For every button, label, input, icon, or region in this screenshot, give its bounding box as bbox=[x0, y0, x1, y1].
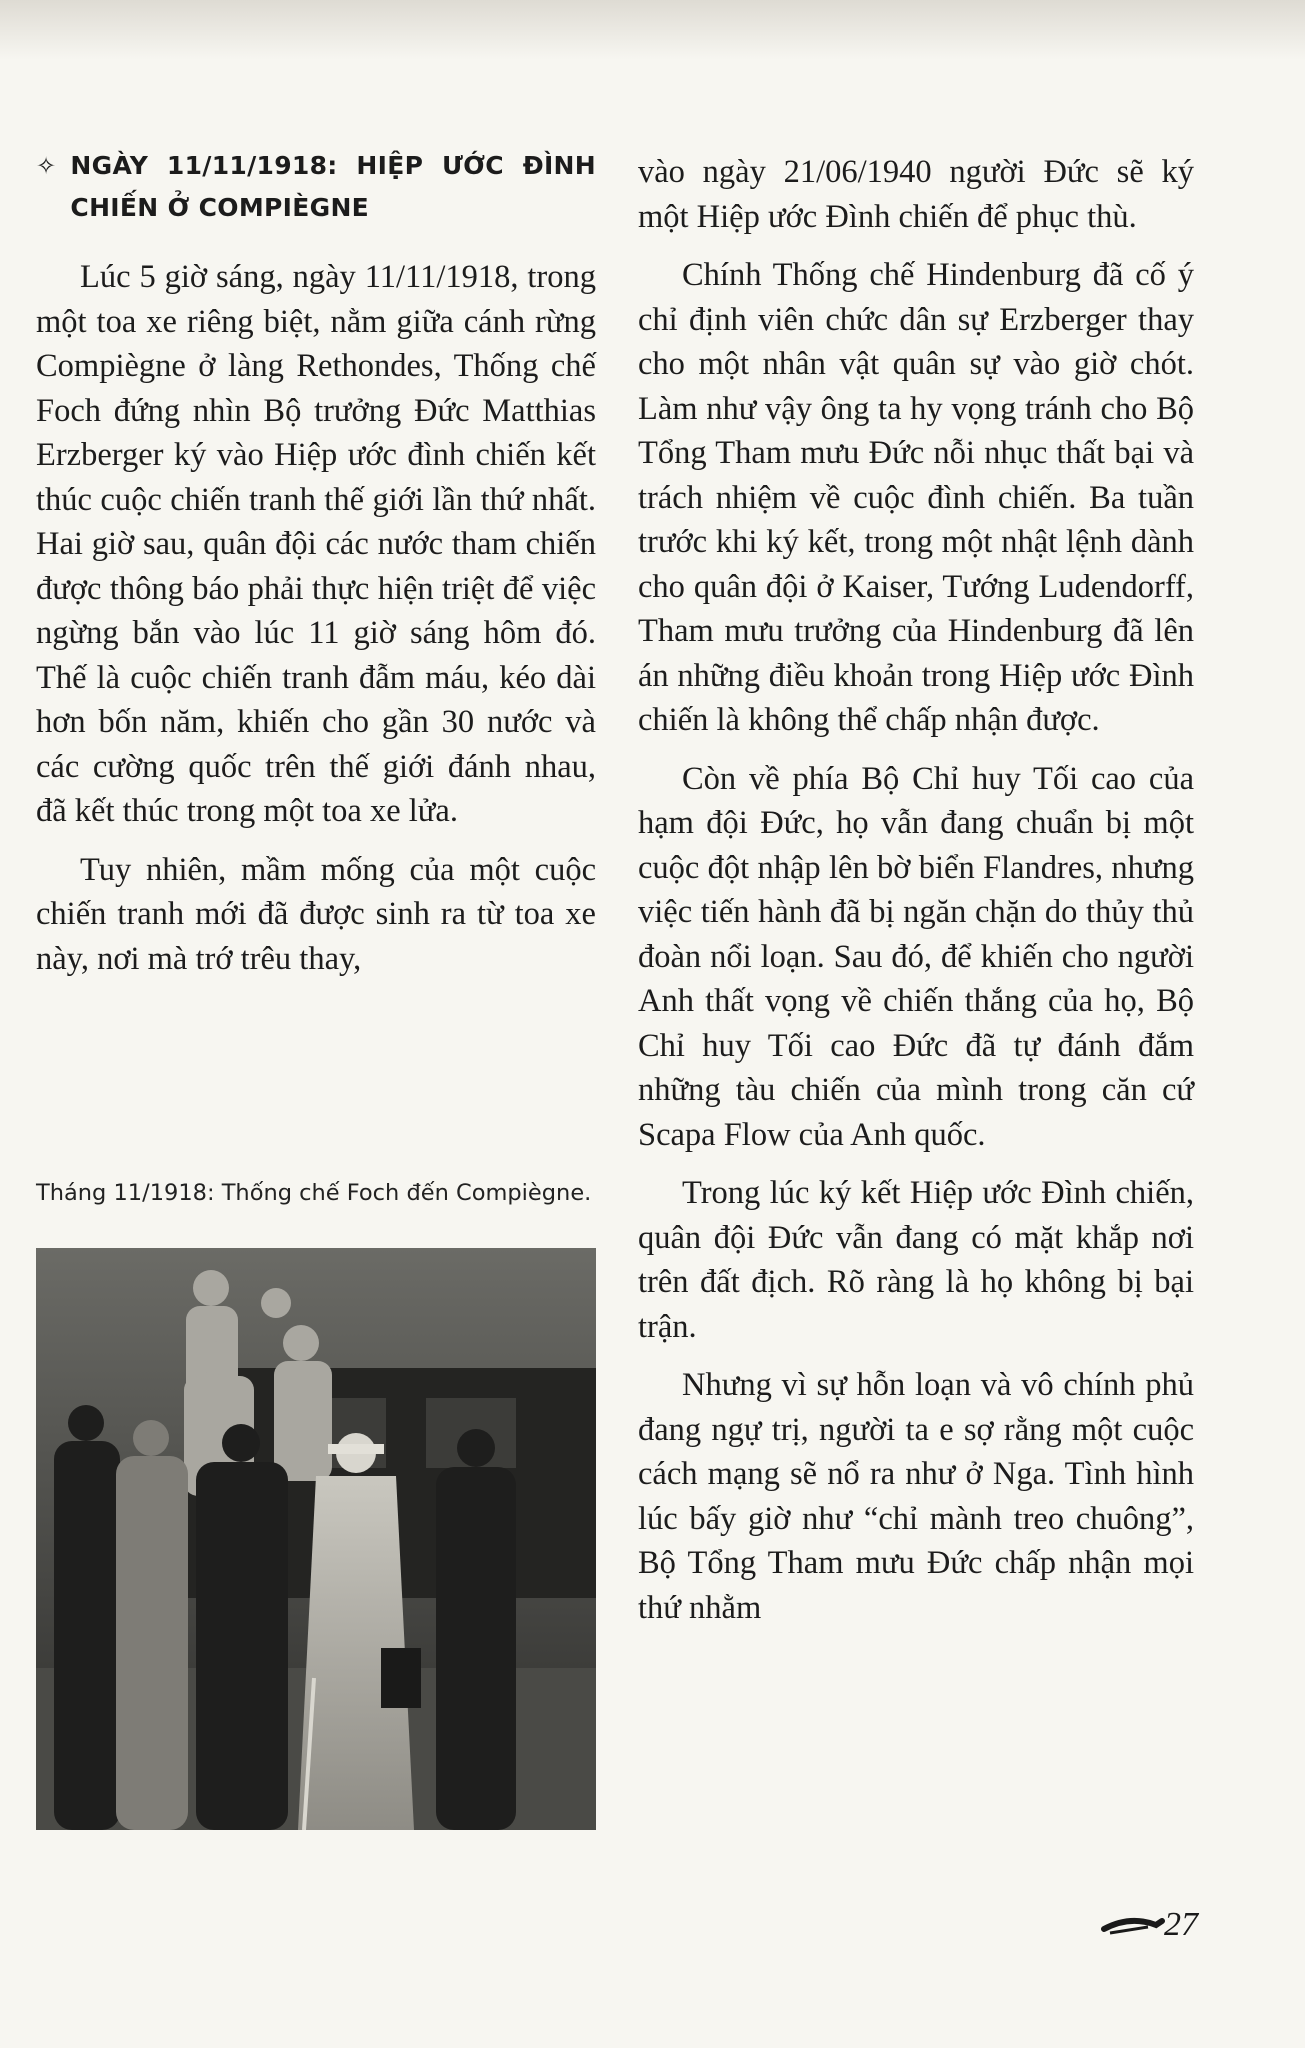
page-number bbox=[1100, 1895, 1230, 1945]
historical-photo bbox=[36, 1248, 596, 1830]
right-paragraph-3: Còn về phía Bộ Chỉ huy Tối cao của hạm đội Đức, họ vẫn đang chuẩn bị một cuộc đột nhập lên bờ biển Flandres, nhưng việc tiến hành đã bị ngăn chặn do thủy thủ đoàn nổi loạn. Sau đó, để khiến cho người Anh thất vọng về chiến thắng của họ, Bộ Chỉ huy Tối cao Đức đã tự đánh đắm những tàu chiến của mình trong căn cứ Scapa Flow của Anh quốc. bbox=[638, 760, 1194, 1153]
page-top-shadow bbox=[0, 0, 1305, 60]
decorative-page-number-ornament-icon bbox=[1100, 1895, 1230, 1945]
right-paragraph-4: Trong lúc ký kết Hiệp ước Đình chiến, quân đội Đức vẫn đang có mặt khắp nơi trên đất địch. Rõ ràng là họ không bị bại trận. bbox=[638, 1175, 1194, 1345]
photo-caption: Tháng 11/1918: Thống chế Foch đến Compiègne. bbox=[36, 1180, 592, 1206]
right-column bbox=[638, 150, 1194, 1644]
right-paragraph-2: Chính Thống chế Hindenburg đã cố ý chỉ định viên chức dân sự Erzberger thay cho một nhân vật quân sự vào giờ chót. Làm như vậy ông ta hy vọng tránh cho Bộ Tổng Tham mưu Đức nỗi nhục thất bại và trách nhiệm về cuộc đình chiến. Ba tuần trước khi ký kết, trong một nhật lệnh dành cho quân đội ở Kaiser, Tướng Ludendorff, Tham mưu trưởng của Hindenburg đã lên án những điều khoản trong Hiệp ước Đình chiến là không thể chấp nhận được. bbox=[638, 257, 1194, 738]
section-heading-text: NGÀY 11/11/1918: HIỆP ƯỚC ĐÌNH CHIẾN Ở COMPIÈGNE bbox=[70, 151, 596, 222]
right-paragraph-5: Nhưng vì sự hỗn loạn và vô chính phủ đang ngự trị, người ta e sợ rằng một cuộc cách mạng sẽ nổ ra như ở Nga. Tình hình lúc bấy giờ như “chỉ mành treo chuông”, Bộ Tổng Tham mưu Đức chấp nhận mọi thứ nhằm bbox=[638, 1367, 1194, 1626]
diamond-bullet-icon: ✧ bbox=[36, 152, 57, 180]
photo-illustration bbox=[36, 1248, 596, 1830]
right-paragraph-1: vào ngày 21/06/1940 người Đức sẽ ký một Hiệp ước Đình chiến để phục thù. bbox=[638, 154, 1194, 235]
page-number-text: 27 bbox=[1164, 1906, 1198, 1943]
left-paragraph-2: Tuy nhiên, mầm mống của một cuộc chiến tranh mới đã được sinh ra từ toa xe này, nơi mà trớ trêu thay, bbox=[36, 851, 596, 977]
section-heading bbox=[36, 145, 596, 229]
left-paragraph-1: Lúc 5 giờ sáng, ngày 11/11/1918, trong một toa xe riêng biệt, nằm giữa cánh rừng Compiègne ở làng Rethondes, Thống chế Foch đứng nhìn Bộ trưởng Đức Matthias Erzberger ký vào Hiệp ước đình chiến kết thúc cuộc chiến tranh thế giới lần thứ nhất. Hai giờ sau, quân đội các nước tham chiến được thông báo phải thực hiện triệt để việc ngừng bắn vào lúc 11 giờ sáng hôm đó. Thế là cuộc chiến tranh đẫm máu, kéo dài hơn bốn năm, khiến cho gần 30 nước và các cường quốc trên thế giới đánh nhau, đã kết thúc trong một toa xe lửa. bbox=[36, 259, 596, 829]
left-column bbox=[36, 145, 596, 995]
